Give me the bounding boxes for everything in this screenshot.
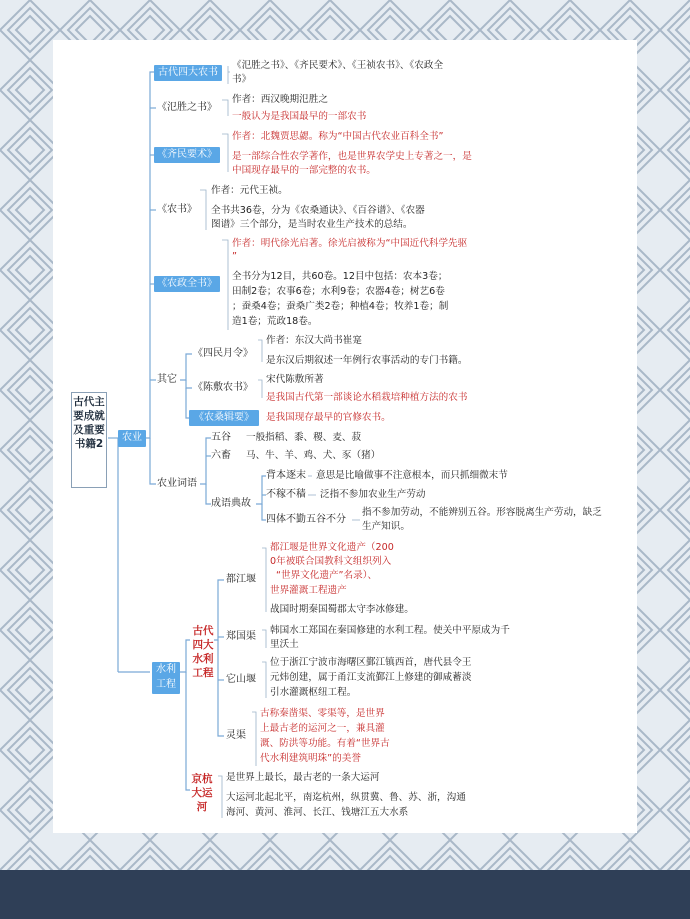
book-qimin-line3: 中国现存最早的一部完整的农书。 [232,165,376,176]
water-canal-label: 京杭大运河 [191,773,213,813]
idiom-siti-line1: 指不参加劳动，不能辨别五谷。形容脱离生产劳动，缺乏 [362,507,602,518]
term-idioms: 成语典故 [211,498,251,509]
book-nongzheng-line5: ；蚕桑4卷；蚕桑广类2卷；种植4卷；牧养1卷；制 [232,301,449,312]
water-zhengguoqu-line1: 韩国水工郑国在秦国修建的水利工程。使关中平原成为千 [270,625,510,636]
root-node: 古代主要成就及重要书籍2 [71,392,107,488]
book-four-agri-line2: 书》 [232,74,252,85]
water-canal-line2: 大运河北起北平，南迄杭州，纵贯冀、鲁、苏、浙，沟通 [226,792,466,803]
term-liuchu-text: 马、牛、羊、鸡、犬、豕（猪） [246,450,381,461]
water-dujiangyan-line1: 都江堰是世界文化遗产（200 [270,542,394,553]
other-siminyueling-line1: 作者：东汉大尚书崔寔 [266,335,362,346]
water-lingqu-line4: 代水利建筑明珠”的美誉 [260,753,361,764]
water-tashanyan: 它山堰 [226,674,256,685]
water-dujiangyan-line5: 战国时期秦国蜀郡太守李冰修建。 [270,604,414,615]
water-lingqu-line3: 溉、防洪等功能。有着“世界古 [260,738,390,749]
terms-label: 农业词语 [157,478,197,489]
idiom-siti: 四体不勤五谷不分 [266,514,346,525]
other-siminyueling: 《四民月令》 [193,348,253,359]
other-chenfu: 《陈敷农书》 [193,382,253,393]
water-lingqu: 灵渠 [226,730,246,741]
water-dujiangyan-line3: “世界文化遗产”名录）、 [276,570,378,581]
book-nongzheng-line3: 全书分为12目，共60卷。12目中包括：农本3卷； [232,271,448,282]
other-nongsang: 《农桑辑要》 [189,410,259,426]
book-nongzheng: 《农政全书》 [154,276,220,292]
water-dujiangyan-line2: 0年被联合国教科文组织列入 [270,556,392,567]
book-nongzheng-line6: 造1卷；荒政18卷。 [232,316,318,327]
book-nongshu-line2: 全书共36卷，分为《农桑通诀》、《百谷谱》、《农器 [211,205,425,216]
book-fansheng-line2: 一般认为是我国最早的一部农书 [232,111,367,122]
term-liuchu: 六畜 [211,450,231,461]
water-dujiangyan: 都江堰 [226,574,256,585]
water-lingqu-line1: 古称秦凿渠、零渠等，是世界 [260,708,385,719]
book-four-agri-line1: 《氾胜之书》、《齐民要术》、《王祯农书》、《农政全 [232,60,444,71]
other-chenfu-line2: 是我国古代第一部谈论水稻栽培种植方法的农书 [266,392,468,403]
water-tashanyan-line3: 引水灌溉枢纽工程。 [270,687,357,698]
water-lingqu-line2: 上最古老的运河之一，兼具灌 [260,723,385,734]
book-qimin-line2: 是一部综合性农学著作，也是世界农学史上专著之一，是 [232,151,472,162]
book-nongzheng-line1: 作者：明代徐光启著。徐光启被称为“中国近代科学先驱 [232,238,468,249]
water-zhengguoqu-line2: 里沃土 [270,639,299,650]
book-fansheng: 《氾胜之书》 [157,102,217,113]
water-zhengguoqu: 郑国渠 [226,631,256,642]
book-nongshu: 《农书》 [157,204,197,215]
water-dujiangyan-line4: 世界灌溉工程遗产 [270,585,347,596]
book-nongzheng-line2: ” [232,251,237,262]
other-siminyueling-line2: 是东汉后期叙述一年例行农事活动的专门书籍。 [266,355,468,366]
water-tashanyan-line2: 元炜创建，属于甬江支流鄞江上修建的御咸蓄淡 [270,672,472,683]
idiom-bujia-text: 泛指不参加农业生产劳动 [320,489,426,500]
term-wugu: 五谷 [211,432,231,443]
book-fansheng-line1: 作者：西汉晚期氾胜之 [232,94,328,105]
water-canal-line1: 是世界上最长，最古老的一条大运河 [226,772,380,783]
book-qimin: 《齐民要术》 [154,147,220,163]
water-tashanyan-line1: 位于浙江宁波市海曙区鄞江镇西首，唐代县令王 [270,657,472,668]
other-nongsang-line1: 是我国现存最早的官修农书。 [266,412,391,423]
branch-water: 水利工程 [152,662,180,694]
idiom-siti-line2: 生产知识。 [362,521,410,532]
water-canal-line3: 海河、黄河、淮河、长江、钱塘江五大水系 [226,807,409,818]
water-four-label: 古代四大水利工程 [192,625,214,679]
idiom-bujia: 不稼不穑 [266,489,306,500]
book-nongzheng-line4: 田制2卷；农事6卷；水利9卷；农器4卷；树艺6卷 [232,286,445,297]
book-nongshu-line1: 作者：元代王祯。 [211,185,288,196]
book-qimin-line1: 作者：北魏贾思勰。称为“中国古代农业百科全书” [232,131,444,142]
idiom-beiben-text: 意思是比喻做事不注意根本，而只抓细微末节 [316,470,508,481]
book-four-agri: 古代四大农书 [154,65,222,81]
idiom-beiben: 背本逐末 [266,470,306,481]
other-chenfu-line1: 宋代陈敷所著 [266,374,324,385]
other-label: 其它 [157,374,177,385]
term-wugu-text: 一般指稻、黍、稷、麦、菽 [246,432,362,443]
book-nongshu-line3: 图谱》三个部分，是当时农业生产技术的总结。 [211,219,413,230]
branch-agriculture: 农业 [118,430,146,447]
